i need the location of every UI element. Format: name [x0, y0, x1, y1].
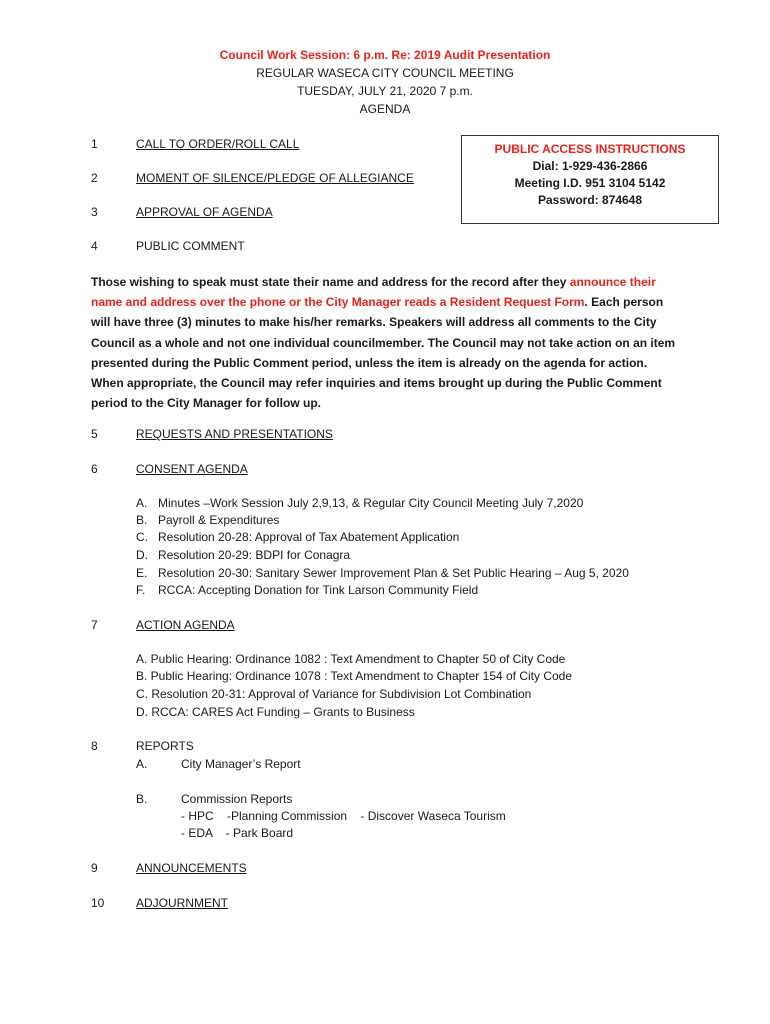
- consent-letter: A.: [136, 496, 148, 510]
- public-access-title: PUBLIC ACCESS INSTRUCTIONS: [494, 142, 686, 156]
- item-number: 3: [91, 205, 98, 219]
- commission-list: - EDA - Park Board: [181, 826, 294, 840]
- commission-reports: Commission Reports: [181, 792, 293, 806]
- consent-item: Resolution 20-30: Sanitary Sewer Improvement Plan & Set Public Hearing – Aug 5, 2020: [158, 566, 629, 580]
- item-number: 2: [91, 171, 98, 185]
- public-access-box: [461, 135, 719, 224]
- city-manager-report: City Manager’s Report: [181, 757, 301, 771]
- item-number: 8: [91, 739, 98, 753]
- item-number: 7: [91, 618, 98, 632]
- meeting-title: REGULAR WASECA CITY COUNCIL MEETING: [256, 66, 514, 80]
- consent-letter: B.: [136, 513, 148, 527]
- consent-item: Resolution 20-29: BDPI for Conagra: [158, 548, 351, 562]
- report-letter: B.: [136, 792, 148, 806]
- item-reports: REPORTS: [136, 739, 194, 753]
- report-letter: A.: [136, 757, 148, 771]
- action-item: A. Public Hearing: Ordinance 1082 : Text Amendment to Chapter 50 of City Code: [136, 652, 566, 666]
- item-number: 6: [91, 462, 98, 476]
- item-adjournment: ADJOURNMENT: [136, 896, 228, 910]
- meeting-id: Meeting I.D. 951 3104 5142: [514, 176, 666, 190]
- item-number: 5: [91, 427, 98, 441]
- consent-item: Payroll & Expenditures: [158, 513, 280, 527]
- item-pledge: MOMENT OF SILENCE/PLEDGE OF ALLEGIANCE: [136, 171, 414, 185]
- consent-letter: C.: [136, 530, 148, 544]
- consent-letter: E.: [136, 566, 148, 580]
- meeting-date: TUESDAY, JULY 21, 2020 7 p.m.: [297, 84, 473, 98]
- item-call-to-order: CALL TO ORDER/ROLL CALL: [136, 137, 300, 151]
- item-action-agenda: ACTION AGENDA: [136, 618, 235, 632]
- item-number: 1: [91, 137, 98, 151]
- consent-item: Resolution 20-28: Approval of Tax Abatement Application: [158, 530, 460, 544]
- item-number: 10: [91, 896, 105, 910]
- action-item: C. Resolution 20-31: Approval of Variance for Subdivision Lot Combination: [136, 687, 532, 701]
- commission-list: - HPC -Planning Commission - Discover Waseca Tourism: [181, 809, 506, 823]
- meeting-password: Password: 874648: [537, 193, 643, 207]
- action-item: B. Public Hearing: Ordinance 1078 : Text Amendment to Chapter 154 of City Code: [136, 669, 573, 683]
- work-session-heading: Council Work Session: 6 p.m. Re: 2019 Audit Presentation: [219, 48, 551, 62]
- dial-number: Dial: 1-929-436-2866: [532, 159, 648, 173]
- consent-item: RCCA: Accepting Donation for Tink Larson Community Field: [158, 583, 479, 597]
- agenda-heading: AGENDA: [359, 102, 411, 116]
- item-number: 9: [91, 861, 98, 875]
- consent-letter: D.: [136, 548, 148, 562]
- action-item: D. RCCA: CARES Act Funding – Grants to Business: [136, 705, 415, 719]
- item-public-comment: PUBLIC COMMENT: [136, 239, 245, 253]
- public-comment-text: Those wishing to speak must state their name and address for the record after they announce their name and address over the phone or the City Manager reads a Resident Request Form. Each person will have three (3) minutes to make his/her remarks. Speakers will address all comments to the City Council as a whole and not one individual councilmember. The Council may not take action on an item presented during the Public Comment period, unless the item is already on the agenda for action. When appropriate, the Council may refer inquiries and items brought up during the Public Comment period to the City Manager for follow up.: [91, 275, 676, 411]
- item-consent-agenda: CONSENT AGENDA: [136, 462, 248, 476]
- item-approval-of-agenda: APPROVAL OF AGENDA: [136, 205, 273, 219]
- item-announcements: ANNOUNCEMENTS: [136, 861, 247, 875]
- consent-letter: F.: [136, 583, 146, 597]
- item-number: 4: [91, 239, 98, 253]
- item-requests-presentations: REQUESTS AND PRESENTATIONS: [136, 427, 333, 441]
- consent-item: Minutes –Work Session July 2,9,13, & Regular City Council Meeting July 7,2020: [158, 496, 584, 510]
